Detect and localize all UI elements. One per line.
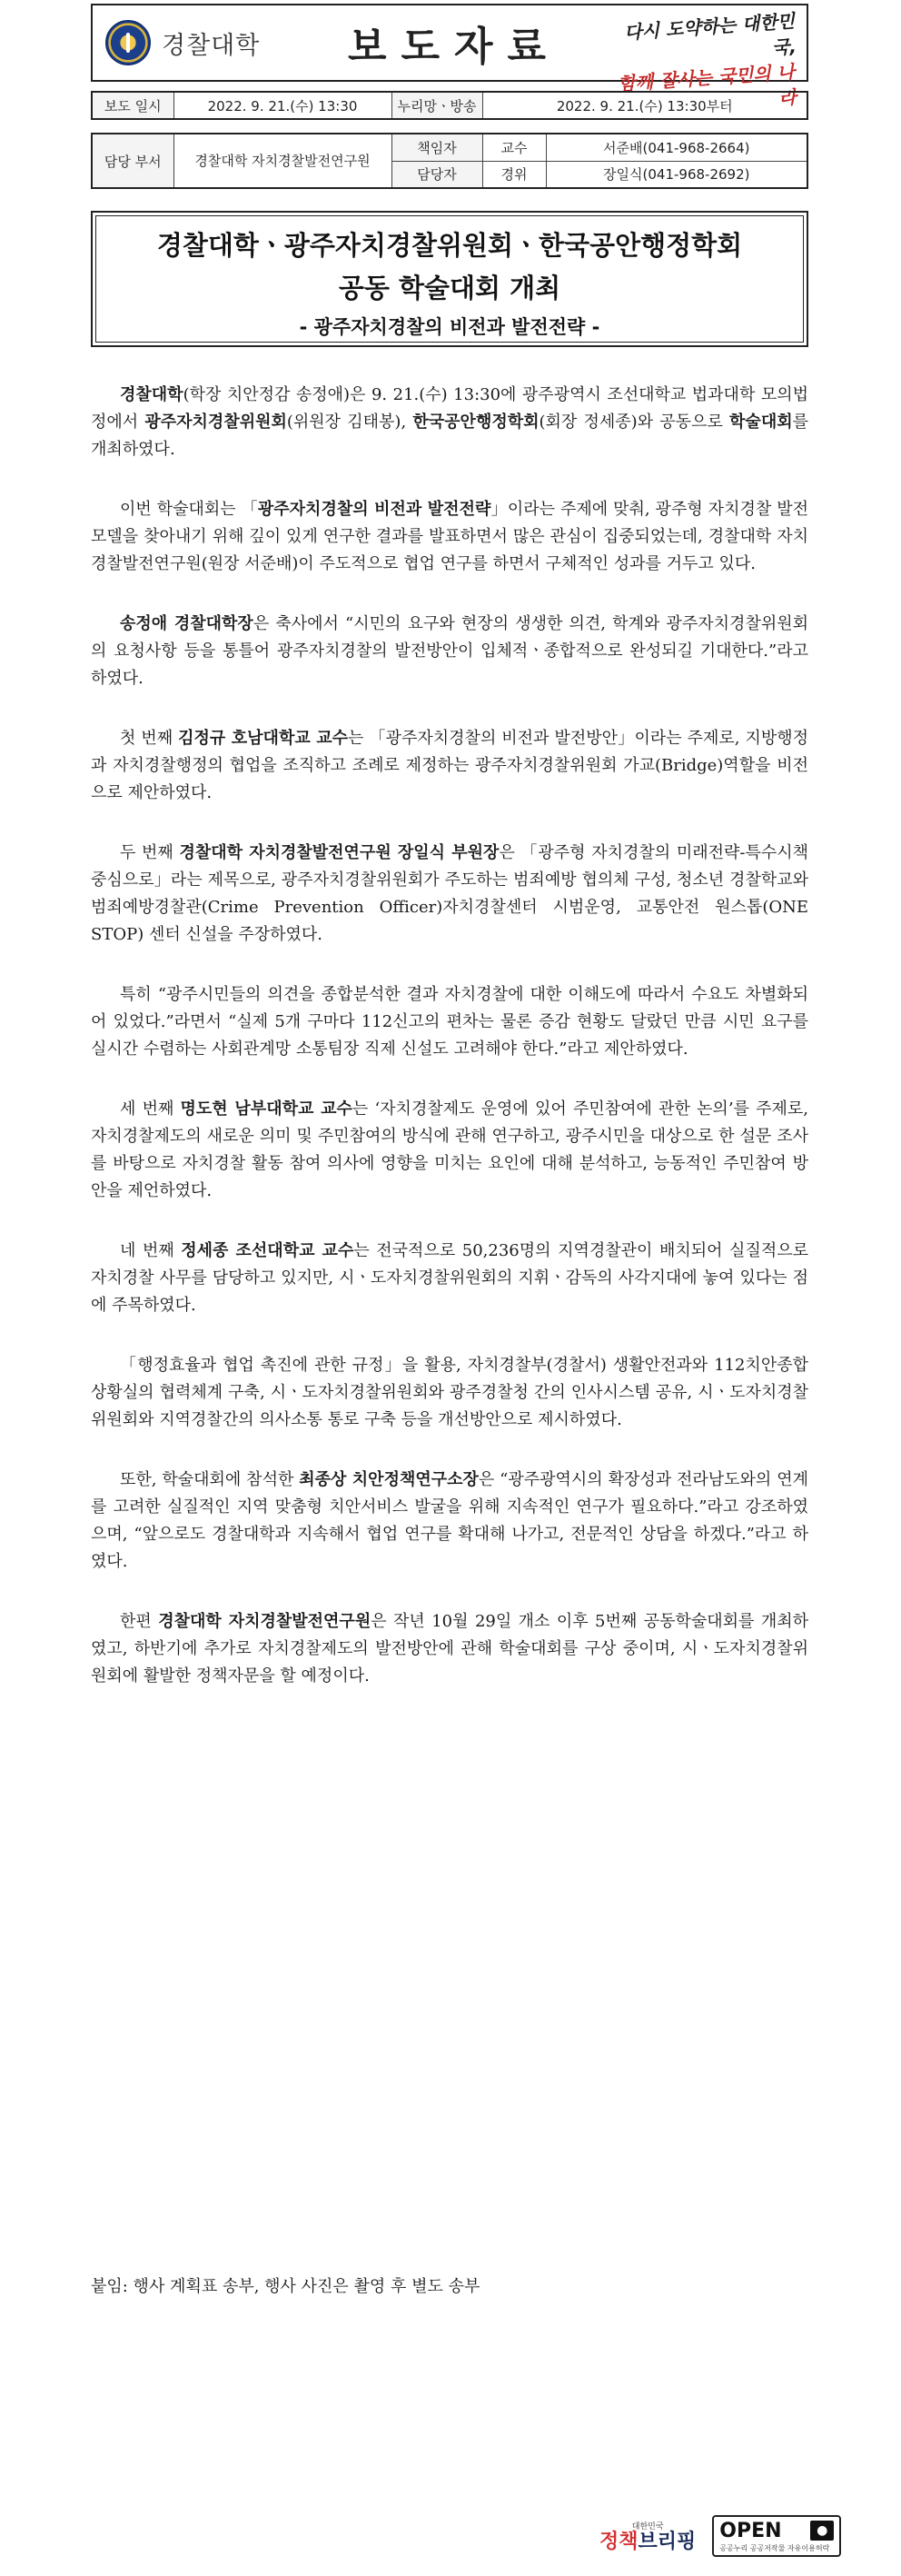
emph: 한국공안행정학회 [412, 413, 540, 432]
text: 은 축사에서 “시민의 요구와 현장의 생생한 의견, 학계와 광주자치경찰위원회의 요청사항 등을 통틀어 광주자치경찰의 발전방안이 입체적ㆍ종합적으로 완성되길 기대한다.”라고 하였다. [91, 614, 808, 688]
online-release-label: 누리망ㆍ방송 [391, 92, 482, 119]
text: 를 개최하였다. [91, 413, 808, 459]
emph: 송정애 경찰대학장 [120, 614, 253, 633]
headline-line-2: 공동 학술대회 개최 [338, 273, 561, 303]
org-name: 경찰대학 [162, 31, 261, 60]
chief-rank: 교수 [482, 134, 546, 161]
paragraph-4 [91, 725, 808, 807]
online-release-value: 2022. 9. 21.(수) 13:30부터 [482, 92, 807, 119]
text: 은 작년 10월 29일 개소 이후 5번째 공동학술대회를 개최하였고, 하반기에 추가로 자치경찰제도의 발전방안에 관해 학술대회를 구상 중이며, 시ㆍ도자치경찰위원회에 활발한 정책자문을 할 예정이다. [91, 1612, 808, 1686]
brand-big-dark: 브리핑 [638, 2530, 697, 2553]
slogan-line-1: 다시 도약하는 대한민국, [623, 9, 797, 59]
emph: 광주자치경찰위원회 [144, 413, 287, 432]
emph: 학술대회 [729, 413, 793, 432]
text: 이번 학술대회는 「 [120, 500, 258, 519]
text: 첫 번째 [120, 729, 179, 748]
chief-label: 책임자 [391, 134, 482, 161]
open-word: OPEN [719, 2519, 782, 2542]
emph: 명도현 남부대학교 교수 [180, 1099, 352, 1119]
release-date-table [91, 91, 808, 120]
text: 세 번째 [120, 1099, 181, 1119]
emph: 광주자치경찰의 비전과 발전전략 [257, 500, 491, 519]
paragraph-10 [91, 1467, 808, 1576]
emph: 경찰대학 [120, 385, 183, 404]
text: (위원장 김태봉), [286, 413, 413, 432]
emph: 경찰대학 자치경찰발전연구원 [158, 1612, 371, 1631]
footer-logos [599, 2515, 841, 2557]
brand-big-text [599, 2531, 696, 2553]
paragraph-2 [91, 496, 808, 578]
emph: 경찰대학 자치경찰발전연구원 장일식 부원장 [179, 843, 500, 862]
police-university-emblem-icon [105, 20, 151, 65]
headline-line-1: 경찰대학ㆍ광주자치경찰위원회ㆍ한국공안행정학회 [156, 230, 743, 261]
attachment-note: 붙임: 행사 계획표 송부, 행사 사진은 촬영 후 별도 송부 [91, 2277, 480, 2296]
staff-name: 장일식(041-968-2692) [546, 161, 807, 188]
release-date-label: 보도 일시 [92, 92, 173, 119]
emph: 정세종 조선대학교 교수 [181, 1241, 354, 1260]
text: 는 「광주자치경찰의 비전과 발전방안」이라는 주제로, 지방행정과 자치경찰행정의 협업을 조직하고 조례로 제정하는 광주자치경찰위원회 가교(Bridge)역할을 비전으로 제안하였다. [91, 729, 809, 802]
text: 는 ‘자치경찰제도 운영에 있어 주민참여에 관한 논의’를 주제로, 자치경찰제도의 새로운 의미 및 주민참여의 방식에 관해 연구하고, 광주시민을 대상으로 한 설문 조사를 바탕으로 자치경찰 활동 참여 의사에 영향을 미치는 요인에 대해 분석하고, 능동적인 주민참여 방안을 제언하였다. [91, 1099, 809, 1200]
paragraph-9 [91, 1352, 808, 1434]
logo-area [93, 5, 302, 80]
text: 은 「광주형 자치경찰의 미래전략-특수시책 중심으로」라는 제목으로, 광주자치경찰위원회가 주도하는 범죄예방 협의체 구성, 청소년 경찰학교와 범죄예방경찰관(Crime Prevention Officer)자치경찰센터 시범운영, 교통안전 원스톱(ONE STOP) 센터 신설을 주장하였다. [91, 843, 809, 944]
text: 「행정효율과 협업 촉진에 관한 규정」을 활용, 자치경찰부(경찰서) 생활안전과와 112치안종합상황실의 협력체계 구축, 시ㆍ도자치경찰위원회와 광주경찰청 간의 인사시스템 공유, 시ㆍ도자치경찰위원회와 지역경찰간의 의사소통 통로 구축 등을 개선방안으로 제시하였다. [91, 1356, 808, 1429]
staff-rank: 경위 [482, 161, 546, 188]
paragraph-5 [91, 840, 808, 949]
paragraph-7 [91, 1096, 808, 1205]
emph: 최종상 치안정책연구소장 [299, 1470, 479, 1489]
headline-box [91, 211, 808, 347]
open-caption: 공공누리 공공저작물 자유이용허락 [719, 2543, 830, 2552]
slogan-line-2: 함께 잘사는 국민의 나라 [617, 60, 797, 110]
text: 또한, 학술대회에 참석한 [120, 1470, 300, 1489]
text: (회장 정세종)와 공동으로 [539, 413, 730, 432]
text: 는 전국적으로 50,236명의 지역경찰관이 배치되어 실질적으로 자치경찰 사무를 담당하고 있지만, 시ㆍ도자치경찰위원회의 지휘ㆍ감독의 사각지대에 놓여 있다는 점에 주목하였다. [91, 1241, 808, 1315]
emph: 김정규 호남대학교 교수 [178, 729, 349, 748]
policy-briefing-logo[interactable] [599, 2520, 696, 2553]
text: 한편 [120, 1612, 159, 1631]
paragraph-8 [91, 1238, 808, 1319]
paragraph-3 [91, 611, 808, 692]
text: 은 “광주광역시의 확장성과 전라남도와의 연계를 고려한 실질적인 지역 맞춤형 치안서비스 발굴을 위해 지속적인 연구가 필요하다.”라고 강조하였으며, “앞으로도 경찰대학과 지속해서 협업 연구를 확대해 나가고, 전문적인 상담을 하겠다.”라고 하였다. [91, 1470, 808, 1571]
text: 」이라는 주제에 맞춰, 광주형 자치경찰 발전모델을 찾아내기 위해 깊이 있게 연구한 결과를 발표하면서 많은 관심이 집중되었는데, 경찰대학 자치경찰발전연구원(원장 서준배)이 주도적으로 협업 연구를 하면서 구체적인 성과를 거두고 있다. [91, 500, 808, 573]
brand-small-text: 대한민국 [631, 2521, 664, 2531]
brand-big-red: 정책 [599, 2530, 639, 2553]
dept-label: 담당 부서 [92, 134, 173, 188]
attribution-person-icon: ● [810, 2521, 834, 2541]
contact-table [91, 133, 808, 189]
paragraph-1 [91, 382, 808, 463]
kogl-open-license-badge[interactable] [712, 2515, 841, 2557]
staff-label: 담당자 [391, 161, 482, 188]
document-title: 보도자료 [347, 24, 560, 70]
paragraph-6 [91, 981, 808, 1063]
dept-value: 경찰대학 자치경찰발전연구원 [173, 134, 391, 188]
text: 네 번째 [120, 1241, 182, 1260]
text: (학장 치안정감 송정애)은 9. 21.(수) 13:30에 광주광역시 조선대학교 법과대학 모의법정에서 [91, 385, 808, 432]
text: 특히 “광주시민들의 의견을 종합분석한 결과 자치경찰에 대한 이해도에 따라서 수요도 차별화되어 있었다.”라면서 “실제 5개 구마다 112신고의 편차는 물론 증감 현황도 달랐던 만큼 시민 요구를 실시간 수렴하는 사회관계망 소통팀장 직제 신설도 고려해야 한다.”라고 제안하였다. [91, 985, 808, 1059]
release-date-value: 2022. 9. 21.(수) 13:30 [173, 92, 391, 119]
open-row [719, 2520, 834, 2542]
text: 두 번째 [120, 843, 180, 862]
headline-subtitle: - 광주자치경찰의 비전과 발전전략 - [299, 316, 600, 338]
chief-name: 서준배(041-968-2664) [546, 134, 807, 161]
paragraph-11 [91, 1608, 808, 1690]
article-body [91, 382, 808, 1723]
